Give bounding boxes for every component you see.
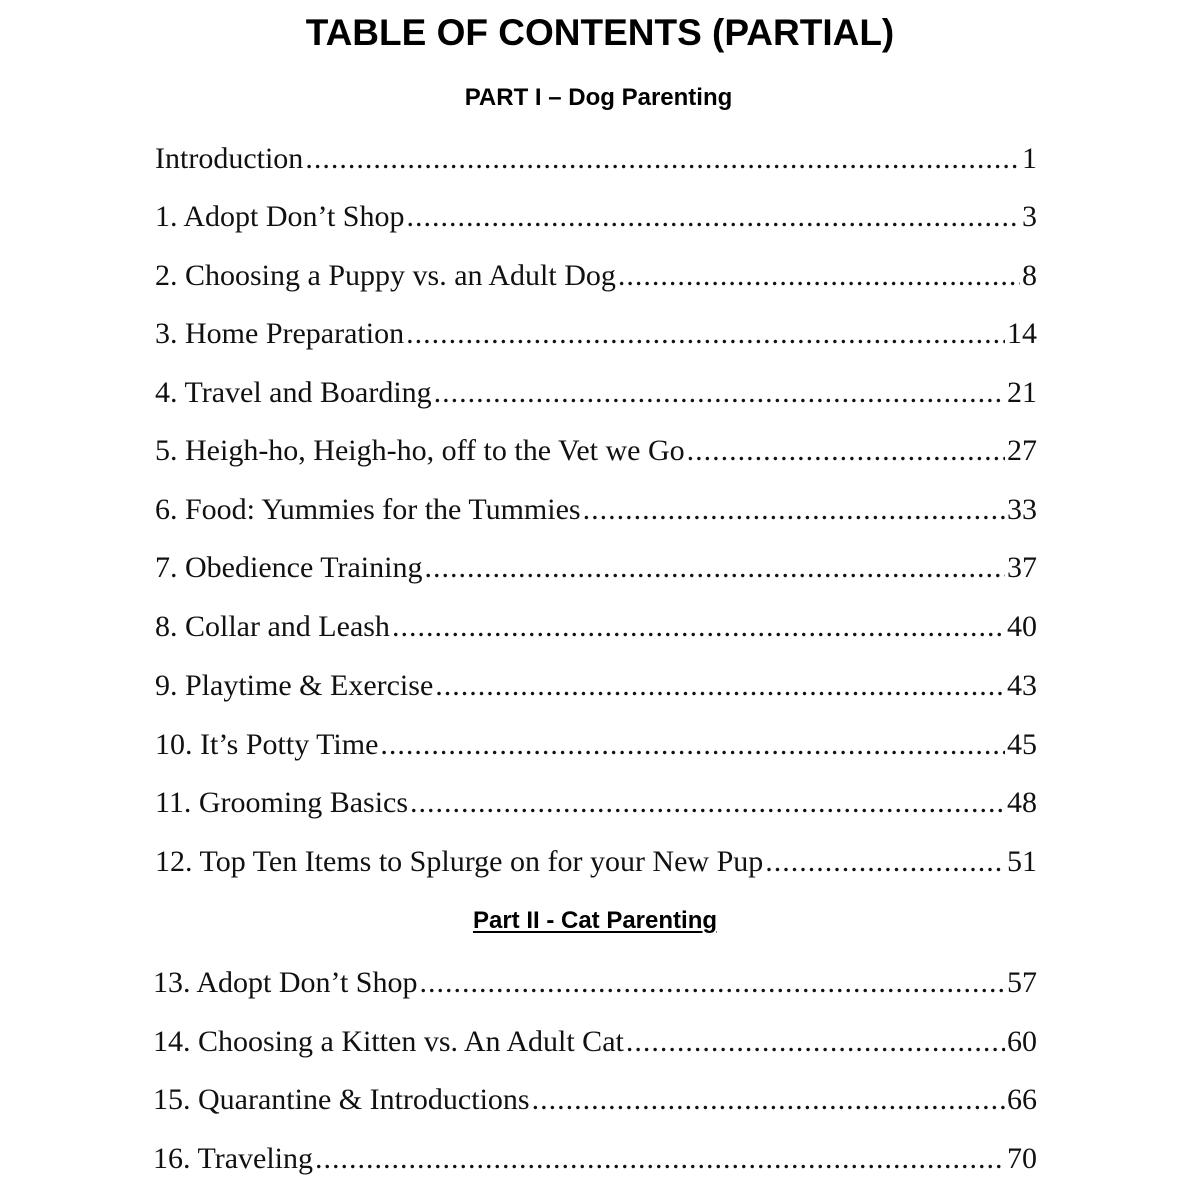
dot-leader: [626, 1022, 1005, 1062]
toc-entry[interactable]: [155, 373, 1037, 413]
toc-entry-label: 4. Travel and Boarding: [155, 376, 432, 409]
toc-entry-page: 66: [1007, 1083, 1037, 1116]
dot-leader: [305, 139, 1020, 179]
dot-leader: [434, 373, 1005, 413]
toc-entry-label: 9. Playtime & Exercise: [155, 669, 434, 702]
toc-entry-label: 6. Food: Yummies for the Tummies: [155, 493, 581, 526]
toc-entry-page: 70: [1007, 1142, 1037, 1175]
toc-entry[interactable]: [155, 548, 1037, 588]
toc-entry[interactable]: [155, 783, 1037, 823]
toc-entry-page: 33: [1007, 493, 1037, 526]
part-heading-dog-parenting: PART I – Dog Parenting: [464, 84, 733, 111]
toc-entry[interactable]: [155, 490, 1037, 530]
toc-entry-page: 14: [1007, 317, 1037, 350]
toc-entry-page: 51: [1007, 845, 1037, 878]
toc-entry[interactable]: [155, 314, 1037, 354]
dot-leader: [435, 666, 1005, 706]
toc-entry[interactable]: [153, 1139, 1037, 1179]
toc-entry-label: 7. Obedience Training: [155, 551, 423, 584]
toc-entry-page: 45: [1007, 728, 1037, 761]
toc-entry-label: 5. Heigh-ho, Heigh-ho, off to the Vet we Go: [155, 434, 685, 467]
toc-entry[interactable]: [155, 842, 1037, 882]
toc-entry-label: 13. Adopt Don’t Shop: [153, 966, 418, 999]
dot-leader: [687, 431, 1005, 471]
toc-entry-page: 27: [1007, 434, 1037, 467]
toc-entry[interactable]: [155, 256, 1037, 296]
toc-entry-page: 3: [1022, 200, 1037, 233]
toc-entry-label: 2. Choosing a Puppy vs. an Adult Dog: [155, 259, 616, 292]
toc-entry[interactable]: [155, 666, 1037, 706]
toc-entry-label: 16. Traveling: [153, 1142, 314, 1175]
dot-leader: [410, 783, 1005, 823]
toc-entry-label: 15. Quarantine & Introductions: [153, 1083, 530, 1116]
toc-entry-page: 48: [1007, 786, 1037, 819]
page-title: TABLE OF CONTENTS (PARTIAL): [305, 12, 895, 53]
toc-entry-label: 1. Adopt Don’t Shop: [155, 200, 405, 233]
toc-entry-page: 8: [1022, 259, 1037, 292]
dot-leader: [583, 490, 1005, 530]
part-heading-cat-parenting: [0, 907, 1200, 935]
toc-entry[interactable]: [155, 139, 1037, 179]
toc-entry-label: 14. Choosing a Kitten vs. An Adult Cat: [153, 1025, 624, 1058]
toc-entry[interactable]: [153, 963, 1037, 1003]
toc-entry-page: 21: [1007, 376, 1037, 409]
dot-leader: [392, 607, 1005, 647]
toc-entry-page: 43: [1007, 669, 1037, 702]
toc-entry[interactable]: [155, 197, 1037, 237]
dot-leader: [406, 197, 1020, 237]
toc-entry-label: 11. Grooming Basics: [155, 786, 409, 819]
dot-leader: [424, 548, 1005, 588]
dot-leader: [532, 1080, 1005, 1120]
toc-entry-page: 40: [1007, 610, 1037, 643]
toc-entry[interactable]: [153, 1080, 1037, 1120]
toc-entry[interactable]: [153, 1022, 1037, 1062]
toc-entry-label: Introduction: [155, 142, 304, 175]
toc-entry-page: 60: [1007, 1025, 1037, 1058]
toc-entry-page: 37: [1007, 551, 1037, 584]
dot-leader: [618, 256, 1020, 296]
dot-leader: [765, 842, 1005, 882]
part-heading-cat-parenting-text: Part II - Cat Parenting: [472, 907, 718, 934]
toc-entry[interactable]: [155, 431, 1037, 471]
toc-entry[interactable]: [155, 607, 1037, 647]
toc-entry-page: 1: [1022, 142, 1037, 175]
toc-entry-label: 10. It’s Potty Time: [155, 728, 379, 761]
toc-entry[interactable]: [155, 725, 1037, 765]
toc-entry-label: 3. Home Preparation: [155, 317, 405, 350]
toc-entry-label: 8. Collar and Leash: [155, 610, 390, 643]
dot-leader: [380, 725, 1005, 765]
toc-entry-page: 57: [1007, 966, 1037, 999]
dot-leader: [419, 963, 1005, 1003]
dot-leader: [315, 1139, 1005, 1179]
toc-entry-label: 12. Top Ten Items to Splurge on for your New Pup: [155, 845, 764, 878]
dot-leader: [406, 314, 1005, 354]
